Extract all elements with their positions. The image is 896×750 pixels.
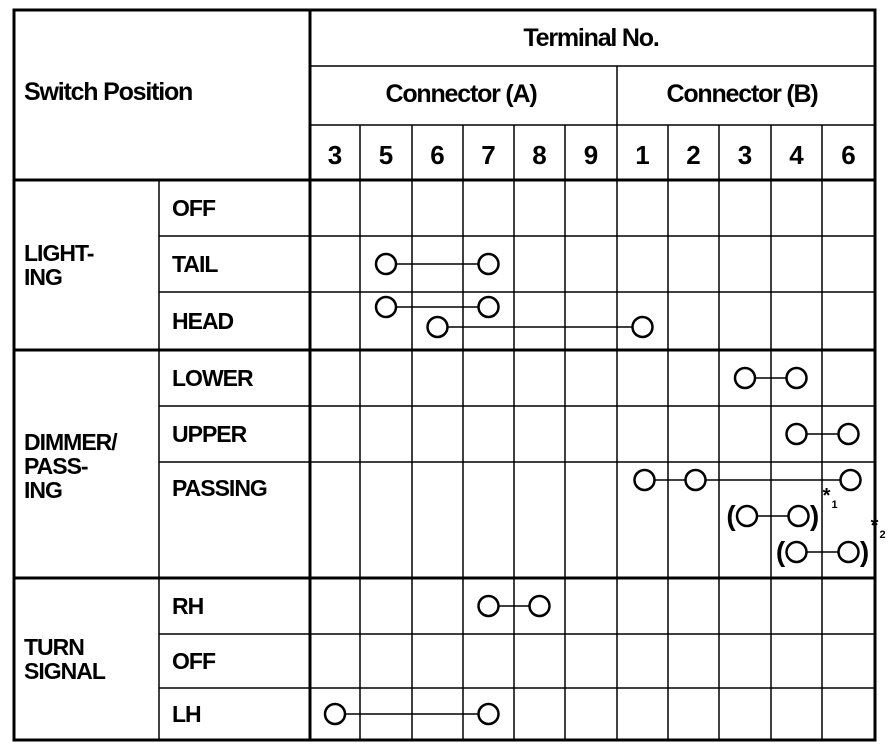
terminal-circle — [787, 542, 807, 562]
terminal-number: 3 — [327, 140, 343, 170]
terminal-number: 6 — [841, 140, 856, 170]
terminal-number: 3 — [737, 140, 753, 170]
terminal-circle — [839, 542, 859, 562]
group-label: TURN — [24, 634, 84, 660]
terminal-number: 8 — [532, 140, 547, 170]
terminal-circle — [839, 424, 859, 444]
group-label: DIMMER/ — [24, 429, 117, 455]
footnote-number: 1 — [831, 499, 838, 511]
terminal-circle — [479, 297, 499, 317]
row-label: HEAD — [172, 308, 234, 334]
group-label: ING — [24, 264, 62, 290]
terminal-number: 6 — [430, 140, 445, 170]
terminal-number: 9 — [583, 140, 599, 170]
bracket-open: ( — [775, 536, 786, 567]
terminal-circle — [735, 368, 755, 388]
terminal-circle — [325, 704, 345, 724]
switch-position-labels — [24, 195, 267, 727]
terminal-circle — [737, 506, 757, 526]
terminal-number: 4 — [789, 140, 804, 170]
terminal-circle — [686, 470, 706, 490]
footnote-star: * — [822, 485, 831, 507]
terminal-circle — [787, 368, 807, 388]
terminal-number-row — [328, 140, 856, 170]
terminal-circle — [479, 596, 499, 616]
group-label: ING — [24, 477, 62, 503]
connector-b-header: Connector (B) — [666, 80, 818, 108]
terminal-circle — [789, 506, 809, 526]
footnote-star: * — [870, 515, 879, 537]
footnote-number: 2 — [879, 529, 886, 541]
row-label: PASSING — [172, 475, 267, 501]
terminal-circle — [787, 424, 807, 444]
row-label: OFF — [172, 195, 215, 221]
row-label: LH — [172, 701, 201, 727]
bracket-close: ) — [809, 500, 820, 531]
terminal-number: 2 — [686, 140, 701, 170]
terminal-circle — [376, 254, 396, 274]
terminal-circle — [376, 297, 396, 317]
terminal-circle — [428, 317, 448, 337]
row-label: OFF — [172, 648, 215, 674]
row-label: TAIL — [172, 251, 218, 277]
terminal-circle — [530, 596, 550, 616]
connector-a-header: Connector (A) — [385, 80, 537, 108]
terminal-no-header: Terminal No. — [523, 24, 659, 52]
terminal-number: 7 — [481, 140, 496, 170]
row-label: LOWER — [172, 365, 253, 391]
terminal-circle — [635, 470, 655, 490]
continuity-connections — [325, 254, 886, 724]
terminal-number: 5 — [378, 140, 394, 170]
row-label: RH — [172, 593, 204, 619]
bracket-open: ( — [726, 500, 736, 531]
terminal-circle — [633, 317, 653, 337]
terminal-circle — [479, 254, 499, 274]
header-area — [24, 24, 856, 170]
switch-position-header: Switch Position — [24, 78, 193, 106]
terminal-circle — [479, 704, 499, 724]
group-label: LIGHT- — [24, 240, 94, 266]
row-label: UPPER — [172, 421, 247, 447]
terminal-number: 1 — [635, 140, 650, 170]
group-label: PASS- — [24, 453, 88, 479]
terminal-circle — [841, 470, 861, 490]
group-label: SIGNAL — [24, 658, 105, 684]
bracket-close: ) — [859, 536, 870, 567]
